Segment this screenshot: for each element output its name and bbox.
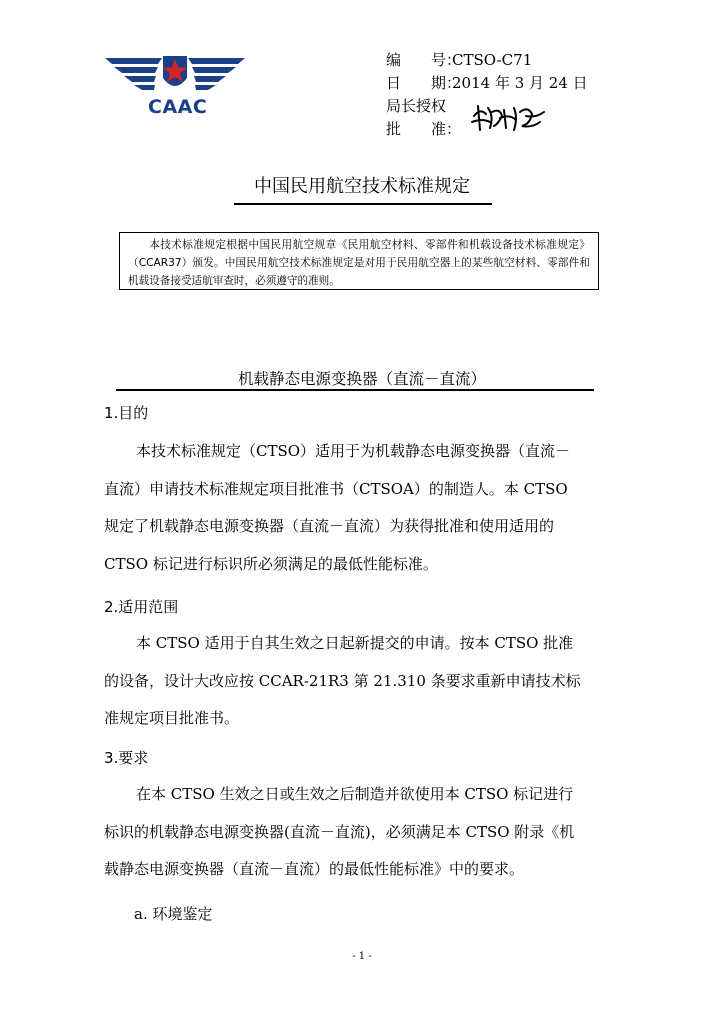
- title-divider: [234, 203, 492, 205]
- section-body-requirements: [104, 776, 622, 889]
- text-line: 标识的机载静态电源变换器(直流－直流)，必须满足本 CTSO 附录《机: [104, 822, 575, 841]
- text-line: 规定了机载静态电源变换器（直流－直流）为获得批准和使用适用的: [104, 517, 555, 535]
- meta-number-label: 编 号：: [386, 51, 462, 69]
- text-line: 本技术标准规定（CTSO）适用于为机载静态电源变换器（直流－: [136, 442, 571, 460]
- sub-item-environmental: a. 环境鉴定: [134, 905, 213, 923]
- meta-approval-label: 批 准：: [386, 120, 462, 138]
- caac-emblem-icon: [100, 50, 250, 98]
- text-line: 准规定项目批准书。: [104, 709, 240, 727]
- meta-authorization-label: 局长授权: [386, 97, 447, 115]
- signature: [470, 102, 550, 134]
- meta-date-value: 2014 年 3 月 24 日: [452, 74, 588, 92]
- text-line: 本 CTSO 适用于自其生效之日起新提交的申请。按本 CTSO 批准: [136, 634, 574, 652]
- notice-text: 本技术标准规定根据中国民用航空规章《民用航空材料、零部件和机载设备技术标准规定》（CCAR37）颁发。中国民用航空技术标准规定是对用于民用航空器上的某些航空材料、零部件和机载设备接受适航审查时，必须遵守的准则。: [128, 239, 590, 287]
- subtitle-divider: [116, 389, 594, 391]
- meta-date: [386, 72, 588, 95]
- text-line: 直流）申请技术标准规定项目批准书（CTSOA）的制造人。本 CTSO: [104, 479, 568, 498]
- section-heading-scope: 2.适用范围: [104, 598, 179, 616]
- text-line: 载静态电源变换器（直流－直流）的最低性能标准》中的要求。: [104, 860, 525, 878]
- meta-number: [386, 49, 588, 72]
- meta-date-label: 日 期：: [386, 74, 462, 92]
- notice-box: [119, 232, 599, 290]
- section-body-purpose: [104, 433, 622, 583]
- logo-text: CAAC: [148, 96, 208, 118]
- text-line: 的设备，设计大改应按 CCAR-21R3 第 21.310 条要求重新申请技术标: [104, 671, 581, 690]
- text-line: CTSO 标记进行标识所必须满足的最低性能标准。: [104, 554, 438, 573]
- section-heading-requirements: 3.要求: [104, 749, 149, 767]
- standard-subtitle: 机载静态电源变换器（直流－直流）: [237, 370, 486, 388]
- section-body-scope: [104, 625, 622, 738]
- page-number: - 1 -: [352, 951, 372, 962]
- section-heading-purpose: 1.目的: [104, 404, 149, 422]
- signature-icon: [470, 102, 550, 134]
- caac-logo: [100, 50, 250, 122]
- document-title: 中国民用航空技术标准规定: [254, 176, 470, 197]
- meta-number-value: CTSO-C71: [452, 51, 533, 69]
- text-line: 在本 CTSO 生效之日或生效之后制造并欲使用本 CTSO 标记进行: [136, 785, 574, 803]
